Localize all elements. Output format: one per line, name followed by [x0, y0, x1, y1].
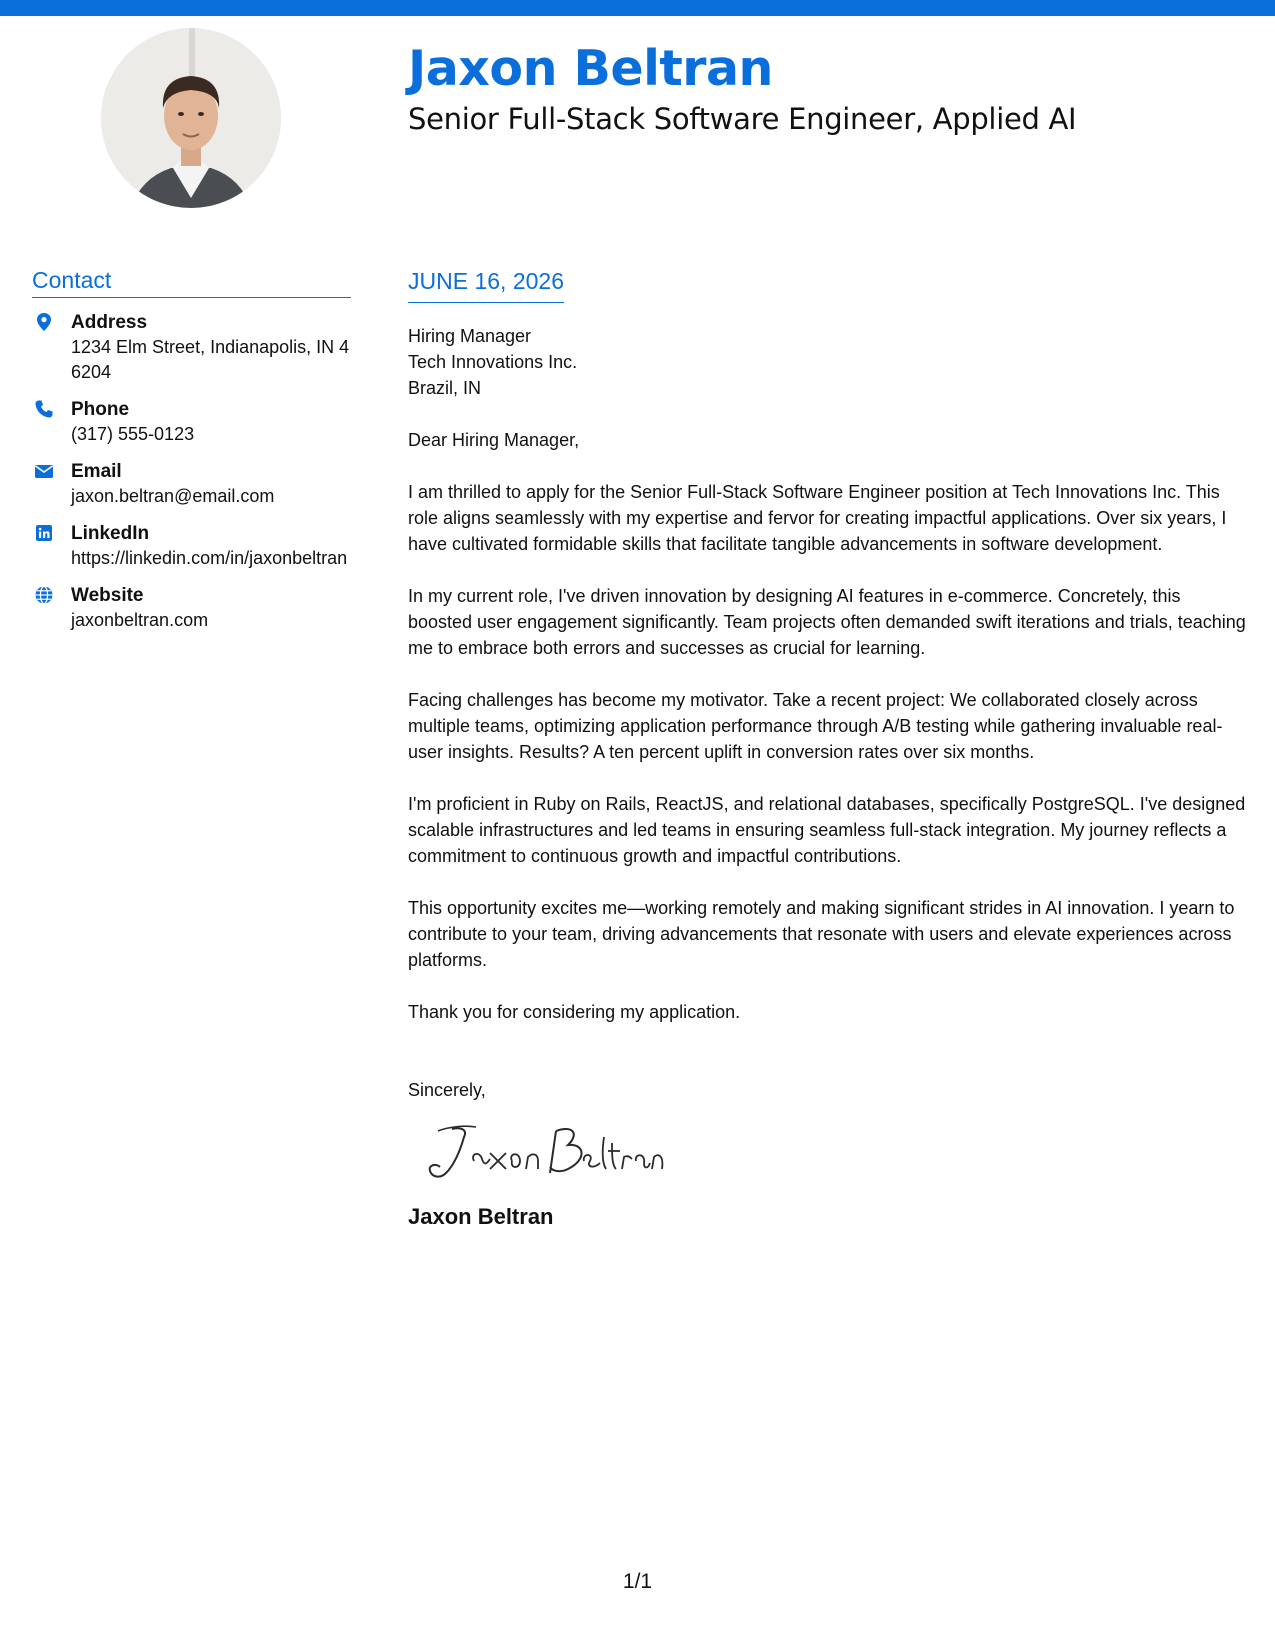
applicant-name: Jaxon Beltran	[408, 40, 773, 97]
envelope-icon	[34, 461, 54, 481]
recipient-block	[408, 323, 1248, 401]
phone-icon	[34, 399, 54, 419]
paragraph-current-role: In my current role, I've driven innovation by designing AI features in e-commerce. Concretely, this boosted user engagement significantly. Team projects often demanded swift iterations and trials, teaching me to embrace both errors and successes as crucial for learning.	[408, 585, 1246, 658]
contact-label: Address	[71, 311, 148, 333]
phone-value[interactable]: (317) 555-0123	[71, 423, 195, 444]
contact-item-website	[32, 583, 351, 633]
linkedin-icon	[34, 523, 54, 543]
contact-sidebar	[32, 266, 351, 645]
contact-label: Phone	[71, 398, 130, 420]
profile-photo	[101, 28, 281, 208]
email-value[interactable]: jaxon.beltran@email.com	[71, 485, 275, 506]
letter-date: JUNE 16, 2026	[408, 268, 564, 303]
linkedin-value[interactable]: https://linkedin.com/in/jaxonbeltran	[71, 547, 348, 568]
contact-label: Website	[71, 584, 144, 606]
address-value: 1234 Elm Street, Indianapolis, IN 46204	[71, 336, 350, 382]
paragraph-skills: I'm proficient in Ruby on Rails, ReactJS, and relational databases, specifically PostgreSQL. I've designed scalable infrastructures and led teams in ensuring seamless full-stack integration. My journey reflects a commitment to continuous growth and impactful contributions.	[408, 793, 1246, 866]
top-accent-bar	[0, 0, 1275, 16]
globe-icon	[34, 585, 54, 605]
handwritten-signature	[424, 1117, 1248, 1187]
signature-image	[424, 1117, 664, 1187]
contact-list	[32, 310, 351, 633]
greeting: Dear Hiring Manager,	[408, 429, 580, 450]
recipient-name: Hiring Manager	[408, 325, 532, 346]
signer-name: Jaxon Beltran	[408, 1203, 554, 1229]
contact-item-address	[32, 310, 351, 385]
job-title: Senior Full-Stack Software Engineer, Applied AI	[408, 102, 1077, 136]
paragraph-intro: I am thrilled to apply for the Senior Full-Stack Software Engineer position at Tech Innovations Inc. This role aligns seamlessly with my expertise and fervor for creating impactful applications. Over six years, I have cultivated formidable skills that facilitate tangible advancements in software development.	[408, 481, 1227, 554]
contact-label: LinkedIn	[71, 522, 150, 544]
paragraph-opportunity: This opportunity excites me—working remotely and making significant strides in AI innovation. I yearn to contribute to your team, driving advancements that resonate with users and elevate experiences across platforms.	[408, 897, 1235, 970]
paragraph-challenges: Facing challenges has become my motivator. Take a recent project: We collaborated closely across multiple teams, optimizing application performance through A/B testing while gathering invaluable real-user insights. Results? A ten percent uplift in conversion rates over six months.	[408, 689, 1223, 762]
recipient-location: Brazil, IN	[408, 377, 482, 398]
contact-item-linkedin	[32, 521, 351, 571]
map-pin-icon	[34, 312, 54, 332]
contact-item-phone	[32, 397, 351, 447]
website-value[interactable]: jaxonbeltran.com	[71, 609, 209, 630]
letter-body	[408, 268, 1248, 1231]
contact-label: Email	[71, 460, 122, 482]
profile-photo-illustration	[101, 28, 281, 208]
contact-item-email	[32, 459, 351, 509]
recipient-company: Tech Innovations Inc.	[408, 351, 578, 372]
page-number: 1/1	[622, 1570, 653, 1593]
closing: Sincerely,	[408, 1079, 486, 1100]
contact-heading: Contact	[32, 266, 351, 298]
paragraph-thanks: Thank you for considering my application.	[408, 1001, 741, 1022]
